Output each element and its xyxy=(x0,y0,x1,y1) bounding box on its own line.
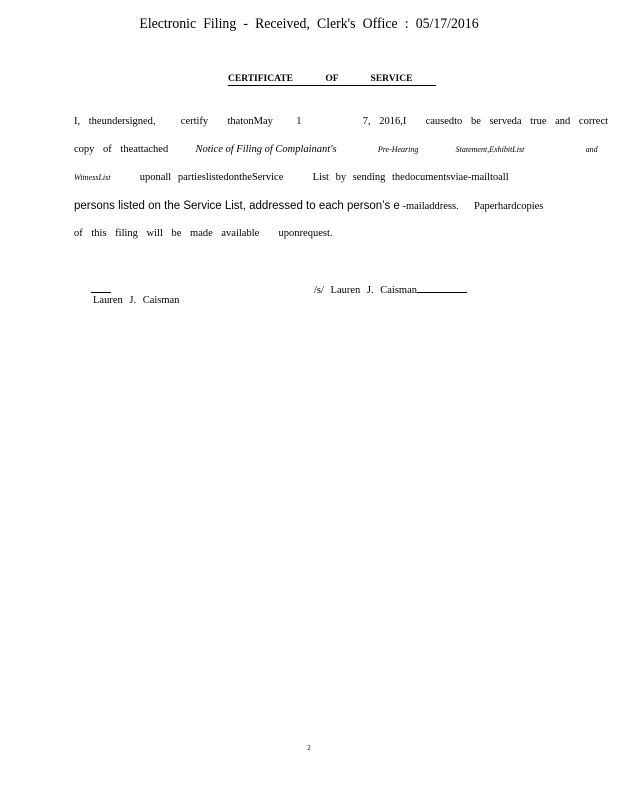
body-line-1 xyxy=(74,115,608,129)
body-text: Paperhardcopies xyxy=(473,201,544,212)
body-text: I, theundersigned, xyxy=(74,116,156,127)
body-text: 7, 2016,I xyxy=(362,116,407,127)
signature-underline xyxy=(417,282,467,293)
body-text: copy of theattached xyxy=(74,144,169,155)
page-number: 2 xyxy=(307,744,311,752)
body-text: be serveda xyxy=(470,116,522,127)
body-text: uponrequest. xyxy=(278,228,333,239)
body-text: 1 xyxy=(296,116,302,127)
document-title-italic: Notice of Filing of Complainant's xyxy=(195,144,337,155)
signature-line xyxy=(91,292,111,293)
certificate-title xyxy=(228,74,436,86)
certificate-title-word-1: CERTIFICATE xyxy=(228,74,293,84)
body-text: thedocumentsviae-mailtoall xyxy=(392,172,509,183)
body-text: uponall xyxy=(139,172,172,183)
signer-name: Lauren J. Caisman xyxy=(93,295,180,306)
body-line-2 xyxy=(74,143,598,157)
body-text: true and correct xyxy=(530,116,609,127)
body-text: of this filing will be made available xyxy=(74,228,260,239)
body-text: causedto xyxy=(425,116,463,127)
document-title-italic: Pre-Hearing xyxy=(377,145,419,154)
body-text: certify xyxy=(180,116,209,127)
body-text: persons listed on the Service List, addressed to each person’s e xyxy=(74,200,400,212)
body-text: List by sending xyxy=(312,172,386,183)
electronic-signature xyxy=(314,282,467,296)
body-text: -mailaddress. xyxy=(402,201,459,212)
document-title-italic: WitnessList xyxy=(74,173,111,182)
body-line-5 xyxy=(74,227,333,241)
document-title-italic: Statement,ExhibitList xyxy=(455,145,525,154)
certificate-title-word-3: SERVICE xyxy=(370,74,413,84)
signature-text: /s/ Lauren J. Caisman xyxy=(314,285,417,296)
body-text: thatonMay xyxy=(227,116,273,127)
certificate-title-word-2: OF xyxy=(325,74,339,84)
filing-stamp-header: Electronic Filing - Received, Clerk's Office : 05/17/2016 xyxy=(139,16,479,32)
body-text: partieslistedontheService xyxy=(177,172,284,183)
body-line-3 xyxy=(74,171,509,185)
body-line-4 xyxy=(74,199,543,214)
document-title-italic: and xyxy=(585,145,598,154)
